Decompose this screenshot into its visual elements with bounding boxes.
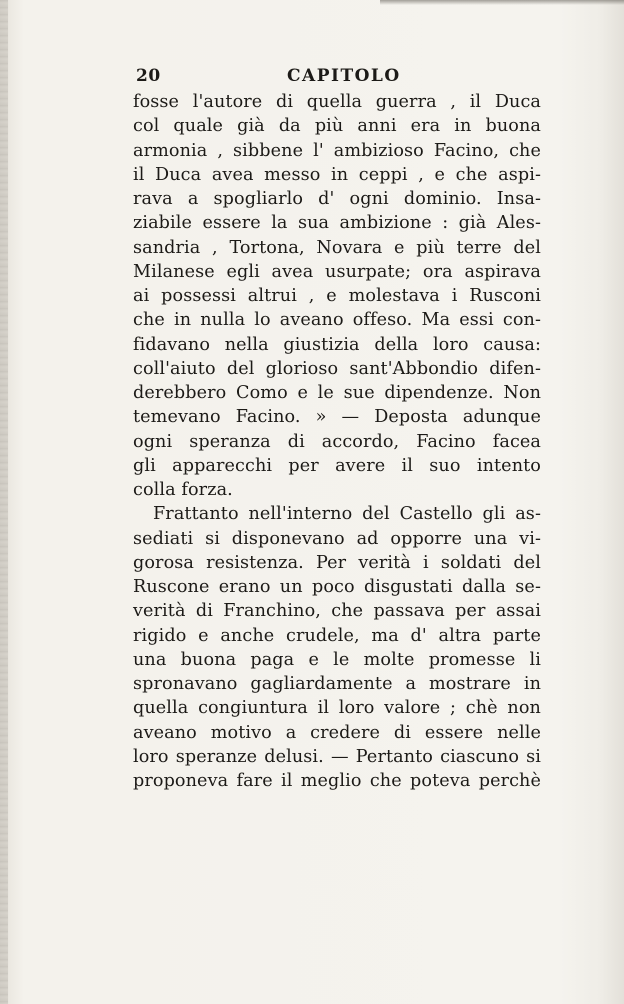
page-number: 20 bbox=[136, 66, 161, 86]
text-line: rava a spogliarlo d' ogni dominio. Insa- bbox=[133, 189, 541, 209]
text-line: sediati si disponevano ad opporre una vi- bbox=[133, 528, 541, 549]
text-line: gorosa resistenza. Per verità i soldati del bbox=[133, 552, 541, 573]
text-line: loro speranze delusi. — Pertanto ciascuno si bbox=[133, 746, 541, 767]
text-line: Milanese egli avea usurpate; ora aspirava bbox=[133, 261, 541, 282]
text-line: ai possessi altrui , e molestava i Rusconi bbox=[133, 286, 541, 306]
text-line: derebbero Como e le sue dipendenze. Non bbox=[133, 383, 541, 403]
text-line: col quale già da più anni era in buona bbox=[133, 116, 541, 137]
page-top-edge bbox=[380, 0, 624, 5]
text-line: aveano motivo a credere di essere nelle bbox=[133, 722, 541, 743]
text-line: Frattanto nell'interno del Castello gli as- bbox=[153, 504, 541, 525]
text-line: fosse l'autore di quella guerra , il Duca bbox=[133, 92, 541, 112]
text-line: rigido e anche crudele, ma d' altra parte bbox=[133, 625, 541, 646]
text-line: che in nulla lo aveano offeso. Ma essi con- bbox=[133, 310, 541, 331]
paragraph bbox=[133, 90, 541, 502]
text-line: una buona paga e le molte promesse li bbox=[133, 649, 541, 670]
text-line: il Duca avea messo in ceppi , e che aspi- bbox=[133, 164, 541, 185]
running-head: CAPITOLO bbox=[287, 66, 401, 86]
text-line: Ruscone erano un poco disgustati dalla se- bbox=[133, 577, 541, 597]
page-header bbox=[133, 66, 541, 88]
text-line: armonia , sibbene l' ambizioso Facino, che bbox=[133, 140, 541, 161]
text-line: ogni speranza di accordo, Facino facea bbox=[133, 431, 541, 452]
text-line: colla forza. bbox=[133, 480, 233, 500]
text-line: quella congiuntura il loro valore ; chè non bbox=[133, 698, 541, 719]
text-line: verità di Franchino, che passava per assai bbox=[133, 601, 541, 622]
text-line: spronavano gagliardamente a mostrare in bbox=[133, 674, 541, 694]
text-line: ziabile essere la sua ambizione : già Ales- bbox=[133, 213, 541, 234]
text-line: temevano Facino. » — Deposta adunque bbox=[133, 407, 541, 428]
text-line: proponeva fare il meglio che poteva perchè bbox=[133, 771, 541, 791]
text-line: fidavano nella giustizia della loro causa: bbox=[133, 334, 541, 355]
binding-edge bbox=[0, 0, 8, 1004]
text-line: coll'aiuto del glorioso sant'Abbondio difen- bbox=[133, 358, 541, 379]
text-line: sandria , Tortona, Novara e più terre del bbox=[133, 237, 541, 258]
paragraph bbox=[133, 502, 541, 793]
text-line: gli apparecchi per avere il suo intento bbox=[133, 455, 541, 476]
body-text bbox=[133, 90, 541, 793]
